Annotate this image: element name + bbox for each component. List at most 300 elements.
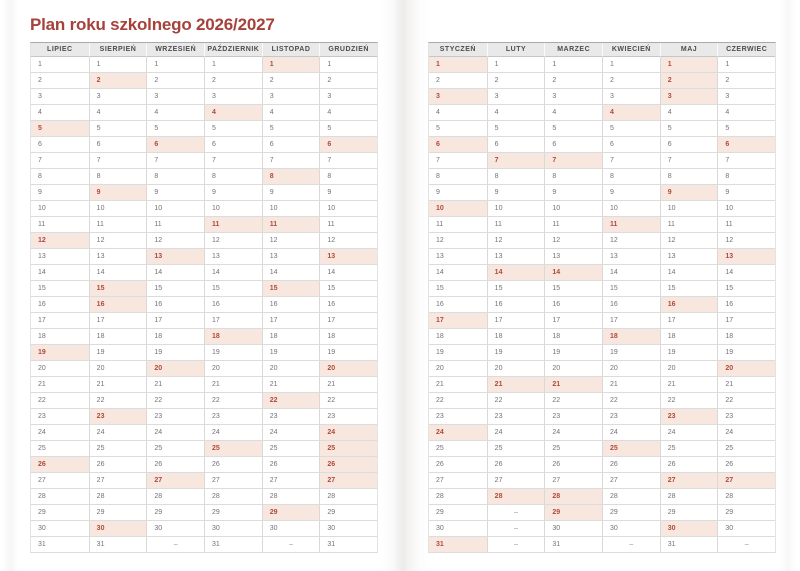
month-column-styczeń: [429, 43, 487, 553]
day-cell: 24: [31, 425, 89, 441]
day-cell: 6: [544, 137, 602, 153]
day-cell: 27: [487, 473, 545, 489]
day-cell: 4: [89, 105, 147, 121]
day-cell: 7: [204, 153, 262, 169]
day-cell: 30: [262, 521, 320, 537]
day-cell-highlighted: 8: [262, 169, 320, 185]
day-cell: 2: [262, 73, 320, 89]
day-cell: 12: [429, 233, 487, 249]
day-cell: 25: [660, 441, 718, 457]
day-cell-highlighted: 15: [262, 281, 320, 297]
day-cell: 11: [146, 217, 204, 233]
day-cell: 1: [319, 57, 377, 73]
day-cell-highlighted: 26: [319, 457, 377, 473]
day-cell-highlighted: 26: [31, 457, 89, 473]
day-cell-highlighted: 16: [660, 297, 718, 313]
day-cell: 7: [660, 153, 718, 169]
day-cell: 6: [89, 137, 147, 153]
day-cell: 1: [146, 57, 204, 73]
month-header: GRUDZIEŃ: [319, 43, 377, 57]
day-cell: 30: [31, 521, 89, 537]
month-header: MAJ: [660, 43, 718, 57]
day-cell: 27: [31, 473, 89, 489]
day-cell: 1: [544, 57, 602, 73]
day-cell-highlighted: 29: [262, 505, 320, 521]
day-cell-highlighted: 24: [429, 425, 487, 441]
day-cell: 22: [204, 393, 262, 409]
day-cell: 10: [717, 201, 775, 217]
day-cell-highlighted: 21: [487, 377, 545, 393]
day-cell: 14: [429, 265, 487, 281]
day-cell: 23: [429, 409, 487, 425]
empty-day-cell: –: [487, 505, 545, 521]
day-cell: 10: [204, 201, 262, 217]
empty-day-cell: –: [717, 537, 775, 553]
month-column-czerwiec: [717, 43, 775, 553]
day-cell-highlighted: 1: [262, 57, 320, 73]
day-cell: 4: [319, 105, 377, 121]
month-column-grudzień: [319, 43, 377, 553]
day-cell: 18: [31, 329, 89, 345]
day-cell: 14: [602, 265, 660, 281]
day-cell-highlighted: 27: [146, 473, 204, 489]
day-cell-highlighted: 11: [262, 217, 320, 233]
day-cell: 17: [262, 313, 320, 329]
day-cell-highlighted: 31: [429, 537, 487, 553]
day-cell-highlighted: 9: [89, 185, 147, 201]
day-cell: 17: [602, 313, 660, 329]
day-cell: 8: [319, 169, 377, 185]
day-cell: 28: [717, 489, 775, 505]
day-cell-highlighted: 7: [487, 153, 545, 169]
day-cell: 11: [429, 217, 487, 233]
day-cell: 13: [204, 249, 262, 265]
day-cell: 19: [319, 345, 377, 361]
day-cell: 23: [487, 409, 545, 425]
page-edge-shadow-left: [2, 0, 18, 571]
day-cell: 8: [89, 169, 147, 185]
day-cell-highlighted: 6: [717, 137, 775, 153]
day-cell: 14: [146, 265, 204, 281]
day-cell: 28: [31, 489, 89, 505]
day-cell-highlighted: 6: [146, 137, 204, 153]
day-cell: 10: [487, 201, 545, 217]
day-cell-highlighted: 18: [204, 329, 262, 345]
day-cell: 17: [89, 313, 147, 329]
day-cell: 22: [487, 393, 545, 409]
day-cell: 28: [204, 489, 262, 505]
day-cell-highlighted: 2: [89, 73, 147, 89]
day-cell: 14: [319, 265, 377, 281]
empty-day-cell: –: [262, 537, 320, 553]
day-cell: 23: [544, 409, 602, 425]
day-cell: 10: [89, 201, 147, 217]
day-cell: 15: [717, 281, 775, 297]
day-cell: 1: [31, 57, 89, 73]
day-cell-highlighted: 4: [204, 105, 262, 121]
day-cell: 25: [262, 441, 320, 457]
day-cell: 12: [319, 233, 377, 249]
day-cell: 3: [89, 89, 147, 105]
month-header: SIERPIEŃ: [89, 43, 147, 57]
day-cell: 11: [31, 217, 89, 233]
day-cell-highlighted: 28: [487, 489, 545, 505]
day-cell: 8: [487, 169, 545, 185]
day-cell: 1: [487, 57, 545, 73]
day-cell-highlighted: 12: [31, 233, 89, 249]
day-cell: 29: [602, 505, 660, 521]
day-cell: 5: [602, 121, 660, 137]
day-cell: 3: [204, 89, 262, 105]
day-cell: 20: [262, 361, 320, 377]
day-cell: 29: [717, 505, 775, 521]
day-cell-highlighted: 27: [717, 473, 775, 489]
day-cell: 9: [146, 185, 204, 201]
page-title: Plan roku szkolnego 2026/2027: [30, 15, 275, 34]
day-cell-highlighted: 6: [319, 137, 377, 153]
day-cell: 17: [487, 313, 545, 329]
day-cell: 13: [487, 249, 545, 265]
day-cell: 8: [660, 169, 718, 185]
day-cell: 24: [717, 425, 775, 441]
day-cell: 6: [204, 137, 262, 153]
day-cell: 17: [146, 313, 204, 329]
day-cell: 24: [487, 425, 545, 441]
day-cell-highlighted: 29: [544, 505, 602, 521]
day-cell: 22: [717, 393, 775, 409]
day-cell: 11: [487, 217, 545, 233]
month-column-wrzesień: [146, 43, 204, 553]
day-cell: 7: [717, 153, 775, 169]
day-cell-highlighted: 1: [660, 57, 718, 73]
day-cell: 15: [319, 281, 377, 297]
day-cell: 21: [31, 377, 89, 393]
day-cell: 22: [146, 393, 204, 409]
day-cell: 31: [204, 537, 262, 553]
day-cell: 26: [660, 457, 718, 473]
day-cell: 18: [487, 329, 545, 345]
day-cell: 15: [146, 281, 204, 297]
day-cell: 18: [89, 329, 147, 345]
day-cell: 13: [262, 249, 320, 265]
day-cell: 27: [602, 473, 660, 489]
day-cell-highlighted: 27: [660, 473, 718, 489]
day-cell: 22: [89, 393, 147, 409]
day-cell: 20: [31, 361, 89, 377]
day-cell-highlighted: 11: [204, 217, 262, 233]
day-cell-highlighted: 20: [717, 361, 775, 377]
day-cell-highlighted: 23: [660, 409, 718, 425]
day-cell: 22: [429, 393, 487, 409]
day-cell: 18: [262, 329, 320, 345]
day-cell: 16: [262, 297, 320, 313]
day-cell: 14: [89, 265, 147, 281]
day-cell: 26: [487, 457, 545, 473]
day-cell: 7: [429, 153, 487, 169]
day-cell: 31: [89, 537, 147, 553]
empty-day-cell: –: [602, 537, 660, 553]
day-cell-highlighted: 7: [544, 153, 602, 169]
day-cell: 21: [660, 377, 718, 393]
day-cell: 16: [146, 297, 204, 313]
day-cell-highlighted: 23: [89, 409, 147, 425]
day-cell: 28: [429, 489, 487, 505]
month-column-październik: [204, 43, 262, 553]
day-cell: 4: [660, 105, 718, 121]
day-cell: 26: [262, 457, 320, 473]
day-cell-highlighted: 6: [429, 137, 487, 153]
day-cell: 24: [146, 425, 204, 441]
day-cell: 4: [262, 105, 320, 121]
empty-day-cell: –: [487, 521, 545, 537]
day-cell: 11: [544, 217, 602, 233]
day-cell: 25: [544, 441, 602, 457]
day-cell: 19: [717, 345, 775, 361]
day-cell: 1: [89, 57, 147, 73]
day-cell: 15: [204, 281, 262, 297]
day-cell: 28: [89, 489, 147, 505]
month-header: WRZESIEŃ: [146, 43, 204, 57]
day-cell: 16: [204, 297, 262, 313]
day-cell: 19: [262, 345, 320, 361]
day-cell: 17: [544, 313, 602, 329]
day-cell-highlighted: 5: [31, 121, 89, 137]
day-cell: 19: [487, 345, 545, 361]
day-cell: 18: [717, 329, 775, 345]
day-cell: 9: [602, 185, 660, 201]
day-cell: 3: [717, 89, 775, 105]
day-cell-highlighted: 27: [319, 473, 377, 489]
day-cell: 25: [717, 441, 775, 457]
day-cell: 7: [146, 153, 204, 169]
day-cell-highlighted: 15: [89, 281, 147, 297]
day-cell: 10: [262, 201, 320, 217]
day-cell: 10: [31, 201, 89, 217]
day-cell: 30: [544, 521, 602, 537]
day-cell: 25: [487, 441, 545, 457]
day-cell-highlighted: 9: [660, 185, 718, 201]
day-cell: 5: [717, 121, 775, 137]
day-cell: 21: [146, 377, 204, 393]
day-cell: 19: [146, 345, 204, 361]
day-cell-highlighted: 25: [602, 441, 660, 457]
day-cell: 2: [31, 73, 89, 89]
day-cell-highlighted: 28: [544, 489, 602, 505]
day-cell: 1: [717, 57, 775, 73]
day-cell: 21: [89, 377, 147, 393]
day-cell: 23: [262, 409, 320, 425]
day-cell-highlighted: 19: [31, 345, 89, 361]
day-cell-highlighted: 20: [146, 361, 204, 377]
day-cell-highlighted: 4: [602, 105, 660, 121]
day-cell: 8: [31, 169, 89, 185]
day-cell: 14: [262, 265, 320, 281]
day-cell: 6: [602, 137, 660, 153]
day-cell: 1: [602, 57, 660, 73]
day-cell: 2: [429, 73, 487, 89]
day-cell: 13: [544, 249, 602, 265]
month-column-sierpień: [89, 43, 147, 553]
day-cell: 26: [89, 457, 147, 473]
month-header: LUTY: [487, 43, 545, 57]
month-column-luty: [487, 43, 545, 553]
day-cell: 18: [429, 329, 487, 345]
day-cell: 13: [660, 249, 718, 265]
month-column-listopad: [262, 43, 320, 553]
day-cell: 25: [31, 441, 89, 457]
day-cell: 26: [146, 457, 204, 473]
day-cell-highlighted: 18: [602, 329, 660, 345]
day-cell: 21: [602, 377, 660, 393]
day-cell: 27: [429, 473, 487, 489]
day-cell: 29: [429, 505, 487, 521]
day-cell: 27: [204, 473, 262, 489]
day-cell: 15: [544, 281, 602, 297]
day-cell-highlighted: 16: [89, 297, 147, 313]
day-cell-highlighted: 30: [660, 521, 718, 537]
day-cell-highlighted: 24: [319, 425, 377, 441]
day-cell: 3: [487, 89, 545, 105]
day-cell: 21: [204, 377, 262, 393]
day-cell: 28: [146, 489, 204, 505]
day-cell: 24: [660, 425, 718, 441]
day-cell: 12: [204, 233, 262, 249]
day-cell: 13: [429, 249, 487, 265]
day-cell: 16: [602, 297, 660, 313]
day-cell: 14: [204, 265, 262, 281]
day-cell: 19: [602, 345, 660, 361]
day-cell: 15: [31, 281, 89, 297]
day-cell: 26: [717, 457, 775, 473]
day-cell: 2: [717, 73, 775, 89]
day-cell: 4: [146, 105, 204, 121]
day-cell-highlighted: 20: [319, 361, 377, 377]
day-cell: 22: [544, 393, 602, 409]
day-cell: 8: [717, 169, 775, 185]
day-cell: 11: [717, 217, 775, 233]
day-cell: 12: [262, 233, 320, 249]
day-cell: 9: [31, 185, 89, 201]
day-cell: 15: [602, 281, 660, 297]
day-cell: 20: [487, 361, 545, 377]
day-cell: 28: [602, 489, 660, 505]
day-cell: 30: [204, 521, 262, 537]
month-column-marzec: [544, 43, 602, 553]
day-cell: 23: [204, 409, 262, 425]
day-cell: 18: [660, 329, 718, 345]
day-cell: 7: [602, 153, 660, 169]
day-cell: 9: [487, 185, 545, 201]
day-cell: 28: [262, 489, 320, 505]
day-cell: 3: [31, 89, 89, 105]
day-cell: 12: [146, 233, 204, 249]
day-cell: 7: [262, 153, 320, 169]
day-cell-highlighted: 13: [717, 249, 775, 265]
day-cell: 29: [319, 505, 377, 521]
day-cell: 4: [544, 105, 602, 121]
day-cell: 2: [544, 73, 602, 89]
calendar-table-right: [428, 42, 776, 553]
day-cell: 27: [89, 473, 147, 489]
day-cell: 30: [602, 521, 660, 537]
month-header: LISTOPAD: [262, 43, 320, 57]
day-cell: 21: [262, 377, 320, 393]
day-cell: 27: [544, 473, 602, 489]
page-edge-shadow-right: [780, 0, 796, 571]
day-cell: 8: [429, 169, 487, 185]
day-cell: 14: [717, 265, 775, 281]
book-gutter-shadow: [381, 0, 431, 571]
day-cell: 24: [602, 425, 660, 441]
day-cell: 2: [487, 73, 545, 89]
day-cell: 31: [544, 537, 602, 553]
day-cell: 17: [31, 313, 89, 329]
day-cell: 23: [31, 409, 89, 425]
day-cell: 9: [262, 185, 320, 201]
day-cell: 12: [717, 233, 775, 249]
day-cell-highlighted: 1: [429, 57, 487, 73]
day-cell: 2: [602, 73, 660, 89]
day-cell: 10: [602, 201, 660, 217]
day-cell: 29: [89, 505, 147, 521]
day-cell: 11: [89, 217, 147, 233]
day-cell: 21: [319, 377, 377, 393]
day-cell: 10: [660, 201, 718, 217]
day-cell-highlighted: 21: [544, 377, 602, 393]
day-cell: 11: [319, 217, 377, 233]
day-cell: 25: [89, 441, 147, 457]
day-cell: 15: [487, 281, 545, 297]
day-cell: 4: [31, 105, 89, 121]
month-header: STYCZEŃ: [429, 43, 487, 57]
day-cell: 7: [319, 153, 377, 169]
day-cell: 1: [204, 57, 262, 73]
day-cell: 15: [429, 281, 487, 297]
day-cell: 20: [429, 361, 487, 377]
day-cell: 20: [544, 361, 602, 377]
day-cell: 21: [429, 377, 487, 393]
day-cell: 29: [31, 505, 89, 521]
day-cell: 31: [660, 537, 718, 553]
day-cell: 16: [319, 297, 377, 313]
day-cell: 8: [544, 169, 602, 185]
day-cell: 29: [660, 505, 718, 521]
day-cell: 23: [319, 409, 377, 425]
month-column-lipiec: [31, 43, 89, 553]
day-cell: 5: [487, 121, 545, 137]
day-cell: 21: [717, 377, 775, 393]
day-cell: 5: [204, 121, 262, 137]
month-header: LIPIEC: [31, 43, 89, 57]
day-cell: 24: [544, 425, 602, 441]
day-cell: 2: [319, 73, 377, 89]
day-cell: 28: [319, 489, 377, 505]
day-cell: 9: [717, 185, 775, 201]
day-cell: 27: [262, 473, 320, 489]
day-cell: 3: [146, 89, 204, 105]
day-cell: 24: [204, 425, 262, 441]
day-cell-highlighted: 10: [429, 201, 487, 217]
day-cell: 26: [544, 457, 602, 473]
day-cell: 29: [204, 505, 262, 521]
day-cell: 3: [262, 89, 320, 105]
day-cell: 26: [204, 457, 262, 473]
day-cell: 12: [89, 233, 147, 249]
day-cell: 8: [146, 169, 204, 185]
day-cell: 6: [660, 137, 718, 153]
day-cell: 12: [544, 233, 602, 249]
month-column-maj: [660, 43, 718, 553]
